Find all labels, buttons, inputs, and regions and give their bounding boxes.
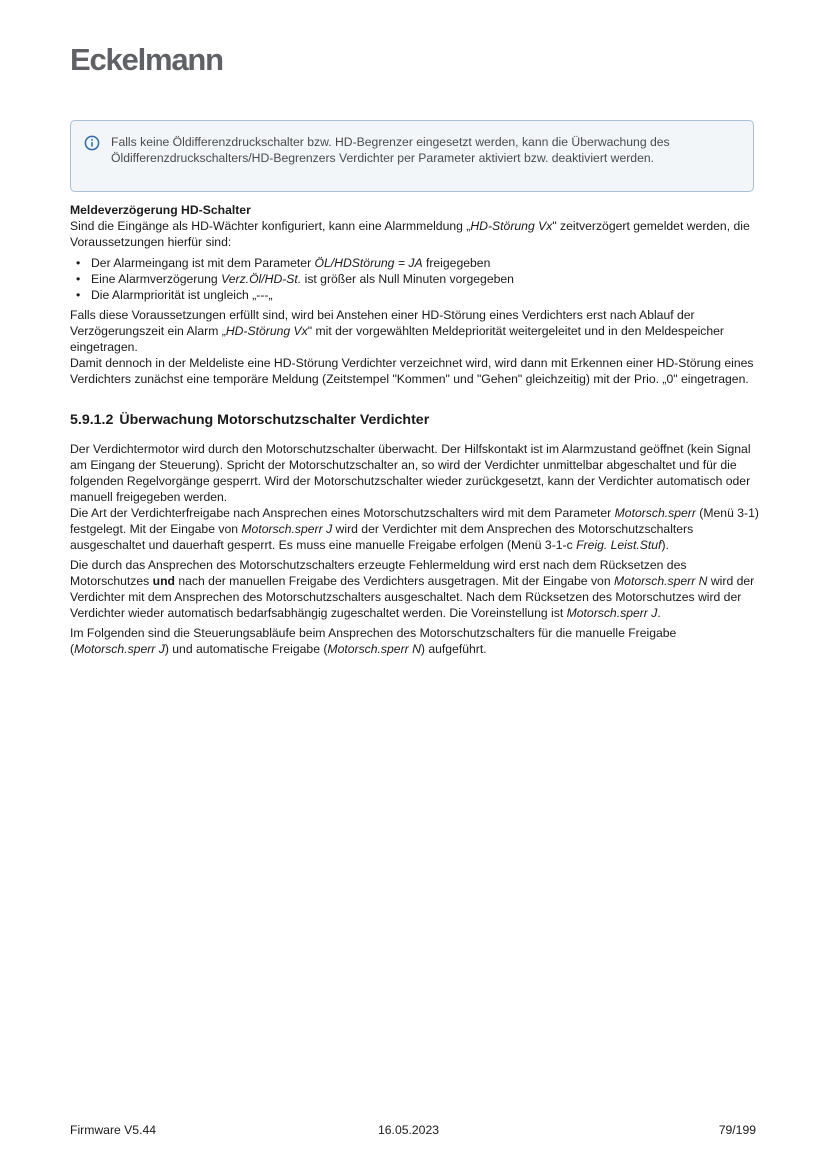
hd-intro-text: Sind die Eingänge als HD-Wächter konfiguriert, kann eine Alarmmeldung „	[70, 219, 471, 233]
hd-paragraph-2	[70, 307, 760, 355]
info-note	[70, 120, 754, 192]
param-value: Motorsch.sperr J	[74, 642, 165, 656]
section-heading	[70, 411, 760, 429]
paragraph-text: (Menü 3-1) festgelegt. Mit der Eingabe von	[70, 506, 759, 536]
hd-heading: Meldeverzögerung HD-Schalter	[70, 203, 251, 217]
section-number: 5.9.1.2	[70, 412, 114, 428]
paragraph-text-end: .	[657, 606, 661, 620]
param-name: Verz.Öl/HD-St.	[221, 272, 302, 286]
paragraph-text-end: ) aufgeführt.	[420, 642, 487, 656]
section-paragraph-1: Der Verdichtermotor wird durch den Motorschutzschalter überwacht. Der Hilfskontakt ist im Alarmzustand geöffnet (kein Signal am Eingang der Steuerung). Spricht der Motorschutzschalter an, so wird der Verdichter unmittelbar abgeschaltet und für die folgenden Regelvorgänge gesperrt. Wird der Motorschutzschalter wieder zurückgesetzt, kann der Verdichter automatisch oder manuell freigegeben werden.	[70, 442, 751, 504]
item-text-end: freigegeben	[422, 256, 491, 270]
hd-intro-text-end: " zeitverzögert gemeldet werden, die Voraussetzungen hierfür sind:	[70, 219, 750, 249]
param-value: Motorsch.sperr J	[241, 522, 333, 536]
paragraph-text: Falls diese Voraussetzungen erfüllt sind, wird bei Anstehen einer HD-Störung eines Verdichters erst nach Ablauf der Verzögerungszeit ein Alarm „	[70, 308, 695, 338]
list-item: • Die Alarmpriorität ist ungleich „---„	[70, 287, 760, 303]
hd-paragraph-3: Damit dennoch in der Meldeliste eine HD-Störung Verdichter verzeichnet wird, wird dann mit Erkennen einer HD-Störung eines Verdichters zunächst eine temporäre Meldung (Zeitstempel "Kommen" und "Gehen" gleichzeitig) mit der Prio. „0" eingetragen.	[70, 356, 754, 386]
item-text: Eine Alarmverzögerung	[91, 272, 222, 286]
item-text-end: ist größer als Null Minuten vorgegeben	[301, 272, 514, 286]
list-item	[70, 271, 760, 287]
paragraph-text: Die Art der Verdichterfreigabe nach Ansprechen eines Motorschutzschalters wird mit dem Parameter	[70, 506, 615, 520]
paragraph-text: wird der Verdichter mit dem Ansprechen des Motorschutzschalters ausgeschaltet und dauerhaft gesperrt. Es muss eine manuelle Freigabe erfolgen (Menü 3-1-c	[70, 522, 694, 552]
param-value: Motorsch.sperr N	[327, 642, 421, 656]
paragraph-text-end: ).	[661, 538, 669, 552]
item-text: Der Alarmeingang ist mit dem Parameter	[91, 256, 315, 270]
paragraph-text: Im Folgenden sind die Steuerungsabläufe beim Ansprechen des Motorschutzschalters für die manuelle Freigabe (	[70, 626, 677, 656]
info-icon	[84, 135, 100, 151]
page-footer	[70, 1122, 756, 1140]
section-paragraph-3	[70, 557, 760, 621]
paragraph-text: wird der Verdichter mit dem Ansprechen des Motorschutzschalters ausgeschaltet. Nach dem Rücksetzen des Motorschutzes wird der Verdichter wieder automatisch bedarfsabhängig zugeschaltet werden. Die Voreinstellung ist	[70, 574, 755, 620]
company-logo: Eckelmann	[70, 42, 223, 77]
hd-alarm-name: HD-Störung Vx	[225, 324, 308, 338]
paragraph-text: ) und automatische Freigabe (	[164, 642, 328, 656]
hd-alarm-name: HD-Störung Vx	[470, 219, 553, 233]
page-number: 79/199	[718, 1123, 756, 1137]
hd-intro	[70, 218, 760, 250]
param-name: Motorsch.sperr	[614, 506, 696, 520]
menu-name: Freig. Leist.Stuf	[576, 538, 662, 552]
param-name: ÖL/HDStörung = JA	[314, 256, 423, 270]
main-content	[70, 202, 760, 657]
list-item	[70, 255, 760, 271]
paragraph-text: Die durch das Ansprechen des Motorschutzschalters erzeugte Fehlermeldung wird erst nach dem Rücksetzen des Motorschutzes	[70, 558, 687, 588]
param-value: Motorsch.sperr N	[614, 574, 708, 588]
hd-conditions-list	[70, 255, 760, 303]
param-value: Motorsch.sperr J	[566, 606, 658, 620]
section-paragraph-2	[70, 505, 760, 553]
paragraph-text: nach der manuellen Freigabe des Verdichters ausgetragen. Mit der Eingabe von	[174, 574, 615, 588]
paragraph-text-end: " mit der vorgewählten Meldepriorität weitergeleitet und in den Meldespeicher eingetragen.	[70, 324, 724, 354]
section-title: Überwachung Motorschutzschalter Verdichter	[119, 412, 430, 428]
firmware-version: Firmware V5.44	[70, 1123, 157, 1137]
footer-date: 16.05.2023	[378, 1123, 439, 1137]
emphasis-text: und	[152, 574, 175, 588]
info-note-text: Falls keine Öldifferenzdruckschalter bzw. HD-Begrenzer eingesetzt werden, kann die Überwachung des Öldifferenzdruckschalters/HD-Begrenzers Verdichter per Parameter aktiviert bzw. deaktiviert werden.	[111, 135, 670, 165]
section-paragraph-4	[70, 625, 760, 657]
